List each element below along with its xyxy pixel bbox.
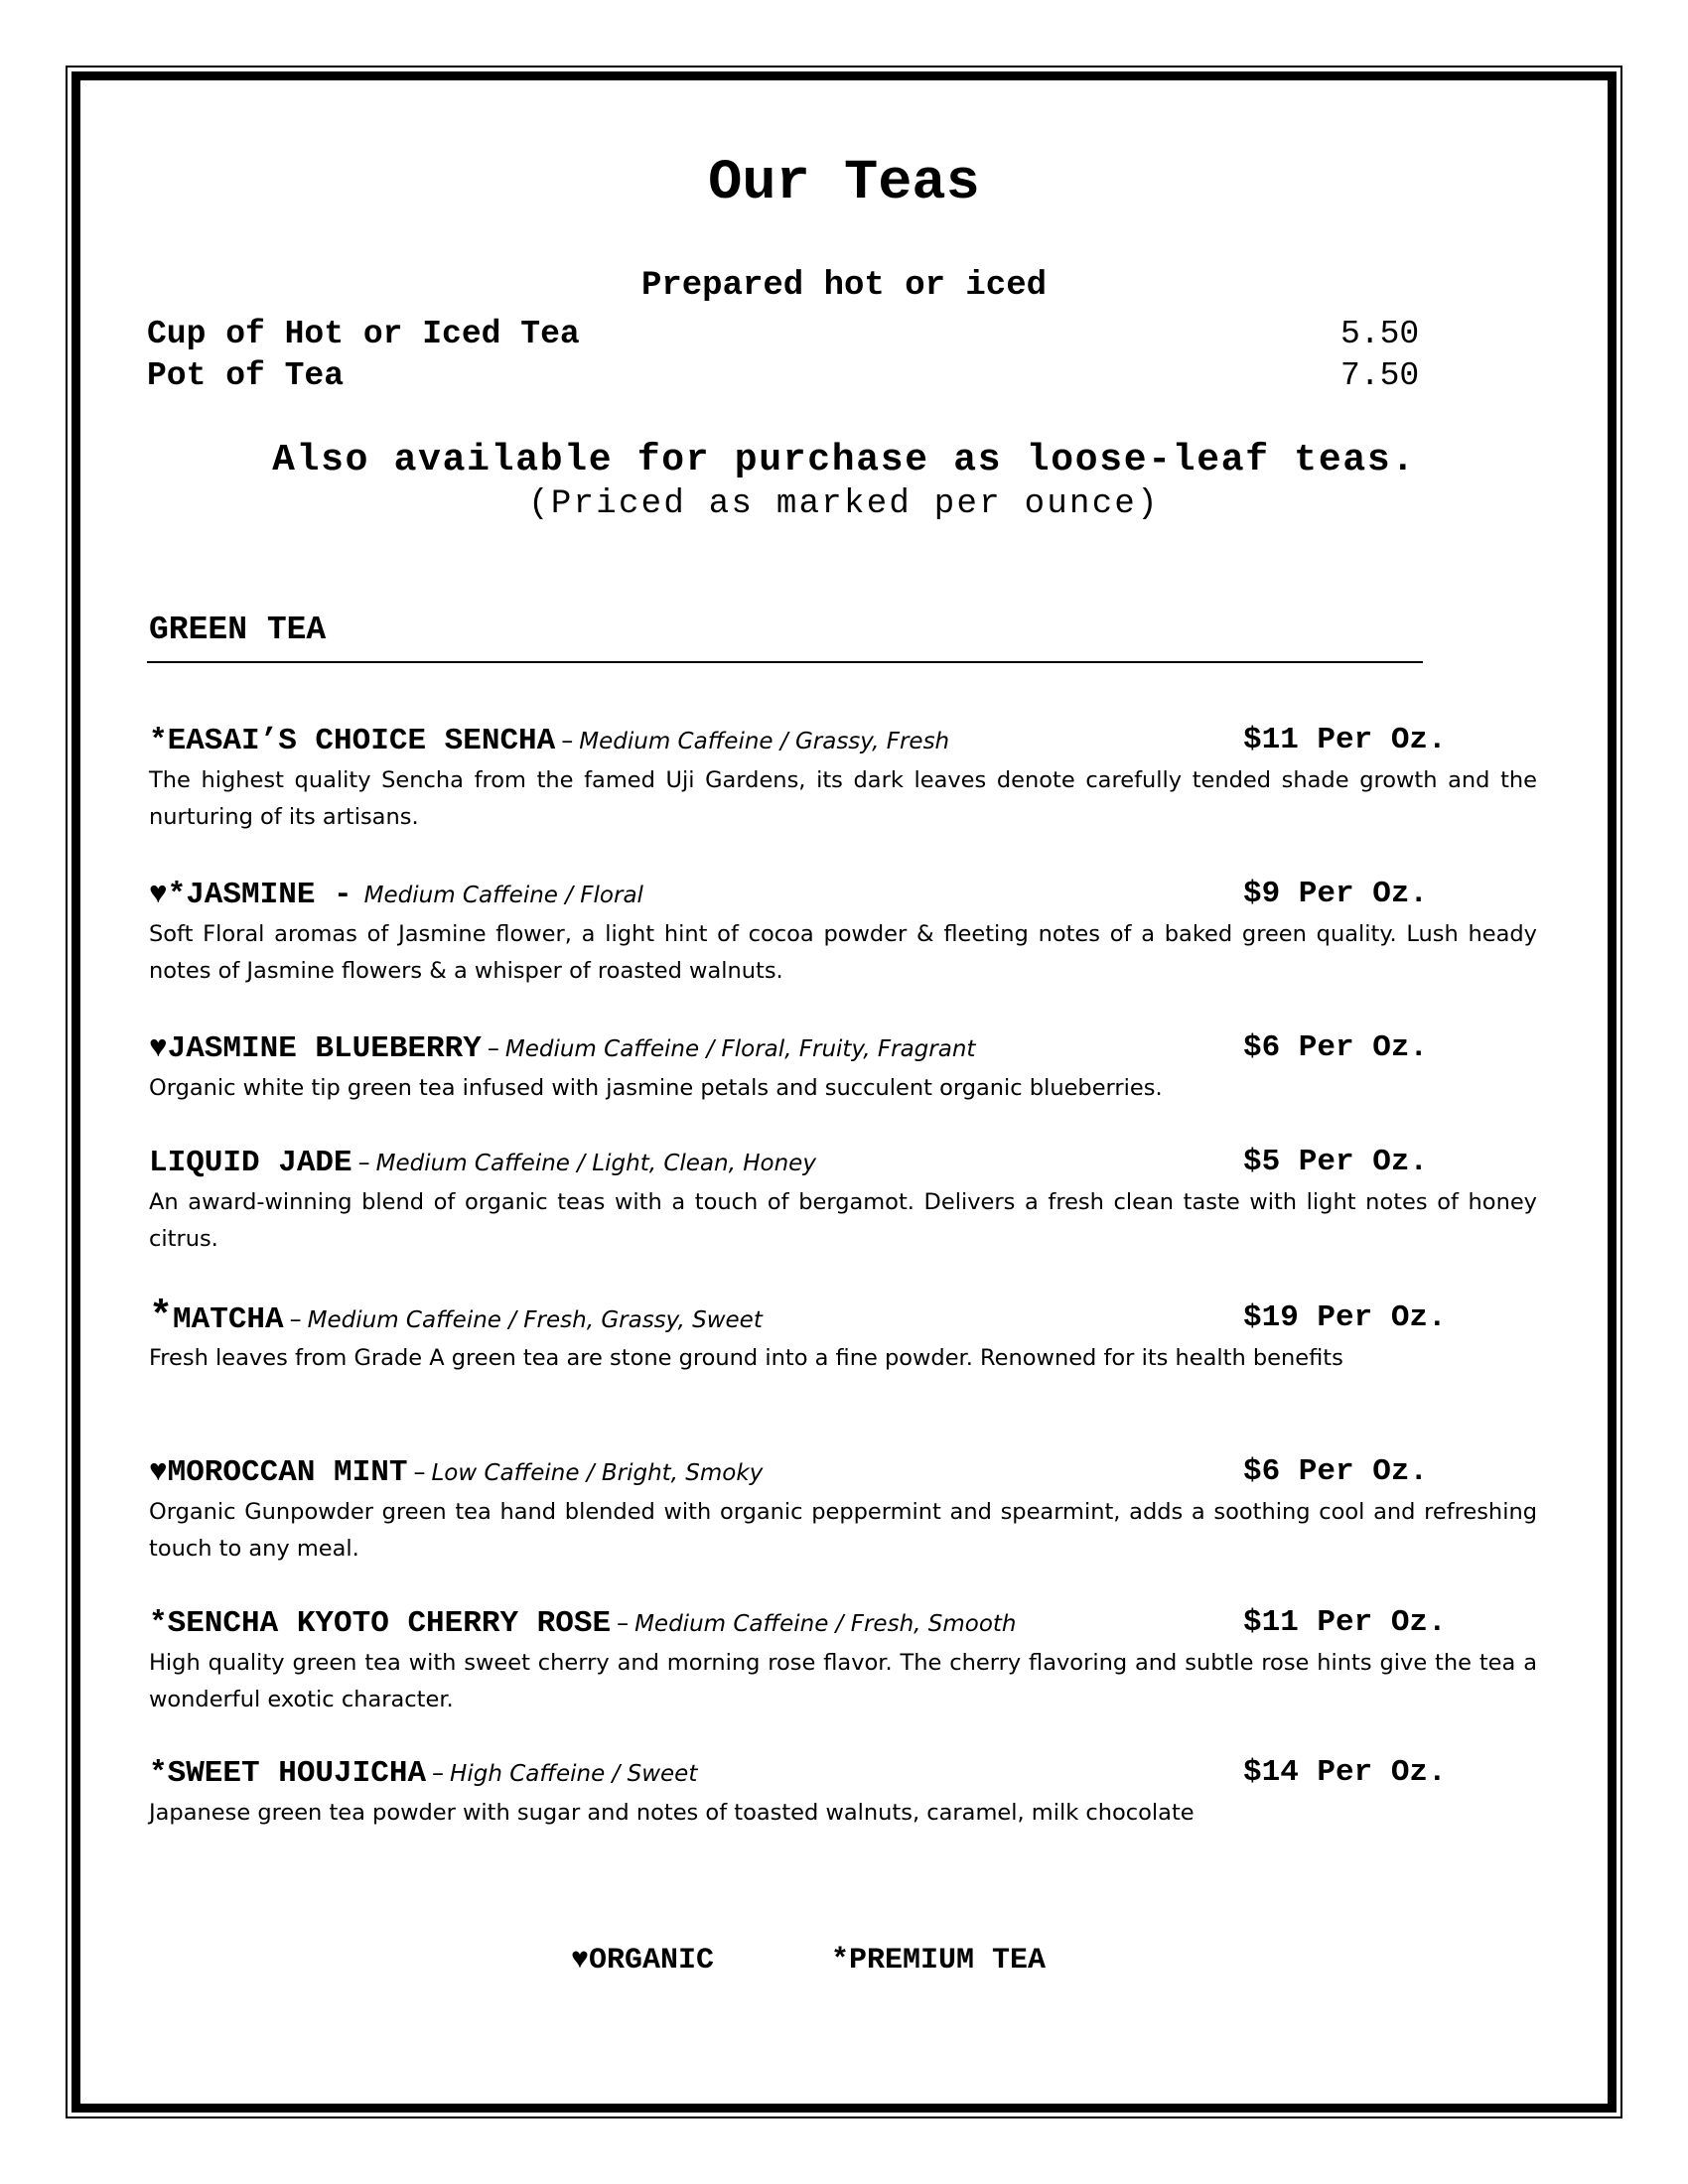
service-pot-label: Pot of Tea	[147, 357, 345, 394]
tea-notes: High Caffeine / Sweet	[450, 1761, 698, 1787]
tea-description: Organic white tip green tea infused with jasmine petals and succulent organic blueberries.	[149, 1075, 1163, 1101]
tea-notes: Medium Caffeine / Grassy, Fresh	[579, 729, 950, 754]
tea-separator: –	[413, 1458, 426, 1486]
tea-notes: Low Caffeine / Bright, Smoky	[431, 1460, 764, 1486]
tea-price: $6 Per Oz.	[1243, 1454, 1429, 1489]
tea-notes: Medium Caffeine / Floral, Fruity, Fragrant	[504, 1036, 976, 1062]
tea-item	[149, 1603, 1537, 1718]
tea-price: $5 Per Oz.	[1243, 1145, 1429, 1179]
tea-name: *EASAI’S CHOICE SENCHA	[149, 724, 556, 758]
tea-item	[149, 1452, 1537, 1568]
tea-item	[149, 1143, 1537, 1258]
tea-description: Soft Floral aromas of Jasmine flower, a light hint of cocoa powder & fleeting notes of a baked green quality. Lush heady notes of Jasmine flowers & a whisper of roasted walnuts.	[149, 921, 1537, 984]
tea-item	[149, 1028, 1537, 1107]
tea-item	[149, 721, 1537, 836]
tea-notes: Medium Caffeine / Floral	[363, 883, 643, 908]
tea-price: $9 Per Oz.	[1243, 877, 1429, 911]
page-title: Our Teas	[708, 152, 980, 215]
tea-item	[149, 1753, 1537, 1832]
tea-description: The highest quality Sencha from the famed Uji Gardens, its dark leaves denote carefully tended shade growth and the nurturing of its artisans.	[149, 767, 1537, 830]
tea-separator: –	[617, 1609, 630, 1637]
tea-notes: Medium Caffeine / Fresh, Grassy, Sweet	[307, 1307, 763, 1333]
tea-description: An award-winning blend of organic teas with a touch of bergamot. Delivers a fresh clean taste with light notes of honey citrus.	[149, 1189, 1537, 1252]
legend-premium: *PREMIUM TEA	[831, 1944, 1047, 1978]
tea-separator: –	[432, 1759, 445, 1787]
pricing-note: (Priced as marked per ounce)	[528, 485, 1160, 523]
premium-star-icon: *	[149, 1296, 174, 1340]
tea-price: $11 Per Oz.	[1243, 723, 1447, 757]
tea-separator: –	[357, 1149, 370, 1176]
legend-organic: ♥ORGANIC	[571, 1944, 715, 1978]
section-divider	[147, 661, 1423, 663]
tea-name: ♥JASMINE BLUEBERRY	[149, 1031, 482, 1066]
tea-price: $19 Per Oz.	[1243, 1300, 1447, 1335]
tea-notes: Medium Caffeine / Fresh, Smooth	[634, 1611, 1017, 1637]
tea-name: *MATCHA	[149, 1296, 284, 1340]
loose-leaf-note: Also available for purchase as loose-leaf teas.	[272, 439, 1416, 481]
tea-name: *SENCHA KYOTO CHERRY ROSE	[149, 1606, 612, 1641]
tea-name: ♥MOROCCAN MINT	[149, 1455, 408, 1490]
tea-description: Organic Gunpowder green tea hand blended with organic peppermint and spearmint, adds a soothing cool and refreshing touch to any meal.	[149, 1499, 1537, 1562]
tea-name: ♥*JASMINE -	[149, 878, 352, 912]
tea-price: $6 Per Oz.	[1243, 1030, 1429, 1065]
tea-name: *SWEET HOUJICHA	[149, 1756, 427, 1791]
tea-description: Fresh leaves from Grade A green tea are stone ground into a fine powder. Renowned for its health benefits	[149, 1345, 1343, 1371]
service-pot-price: 7.50	[1340, 357, 1420, 394]
tea-item	[149, 1298, 1537, 1377]
page-subtitle: Prepared hot or iced	[640, 267, 1048, 305]
tea-notes: Medium Caffeine / Light, Clean, Honey	[375, 1151, 816, 1176]
section-title-green-tea: GREEN TEA	[149, 612, 327, 648]
service-cup-label: Cup of Hot or Iced Tea	[147, 316, 580, 352]
tea-description: Japanese green tea powder with sugar and notes of toasted walnuts, caramel, milk chocolate	[149, 1800, 1195, 1826]
tea-name: LIQUID JADE	[149, 1146, 352, 1180]
tea-description: High quality green tea with sweet cherry and morning rose flavor. The cherry flavoring and subtle rose hints give the tea a wonderful exotic character.	[149, 1650, 1537, 1712]
service-cup-price: 5.50	[1340, 316, 1420, 352]
tea-item	[149, 875, 1537, 990]
tea-price: $14 Per Oz.	[1243, 1755, 1447, 1790]
tea-separator: –	[487, 1034, 499, 1062]
tea-separator: –	[561, 727, 574, 754]
tea-price: $11 Per Oz.	[1243, 1605, 1447, 1640]
tea-separator: –	[289, 1305, 302, 1333]
